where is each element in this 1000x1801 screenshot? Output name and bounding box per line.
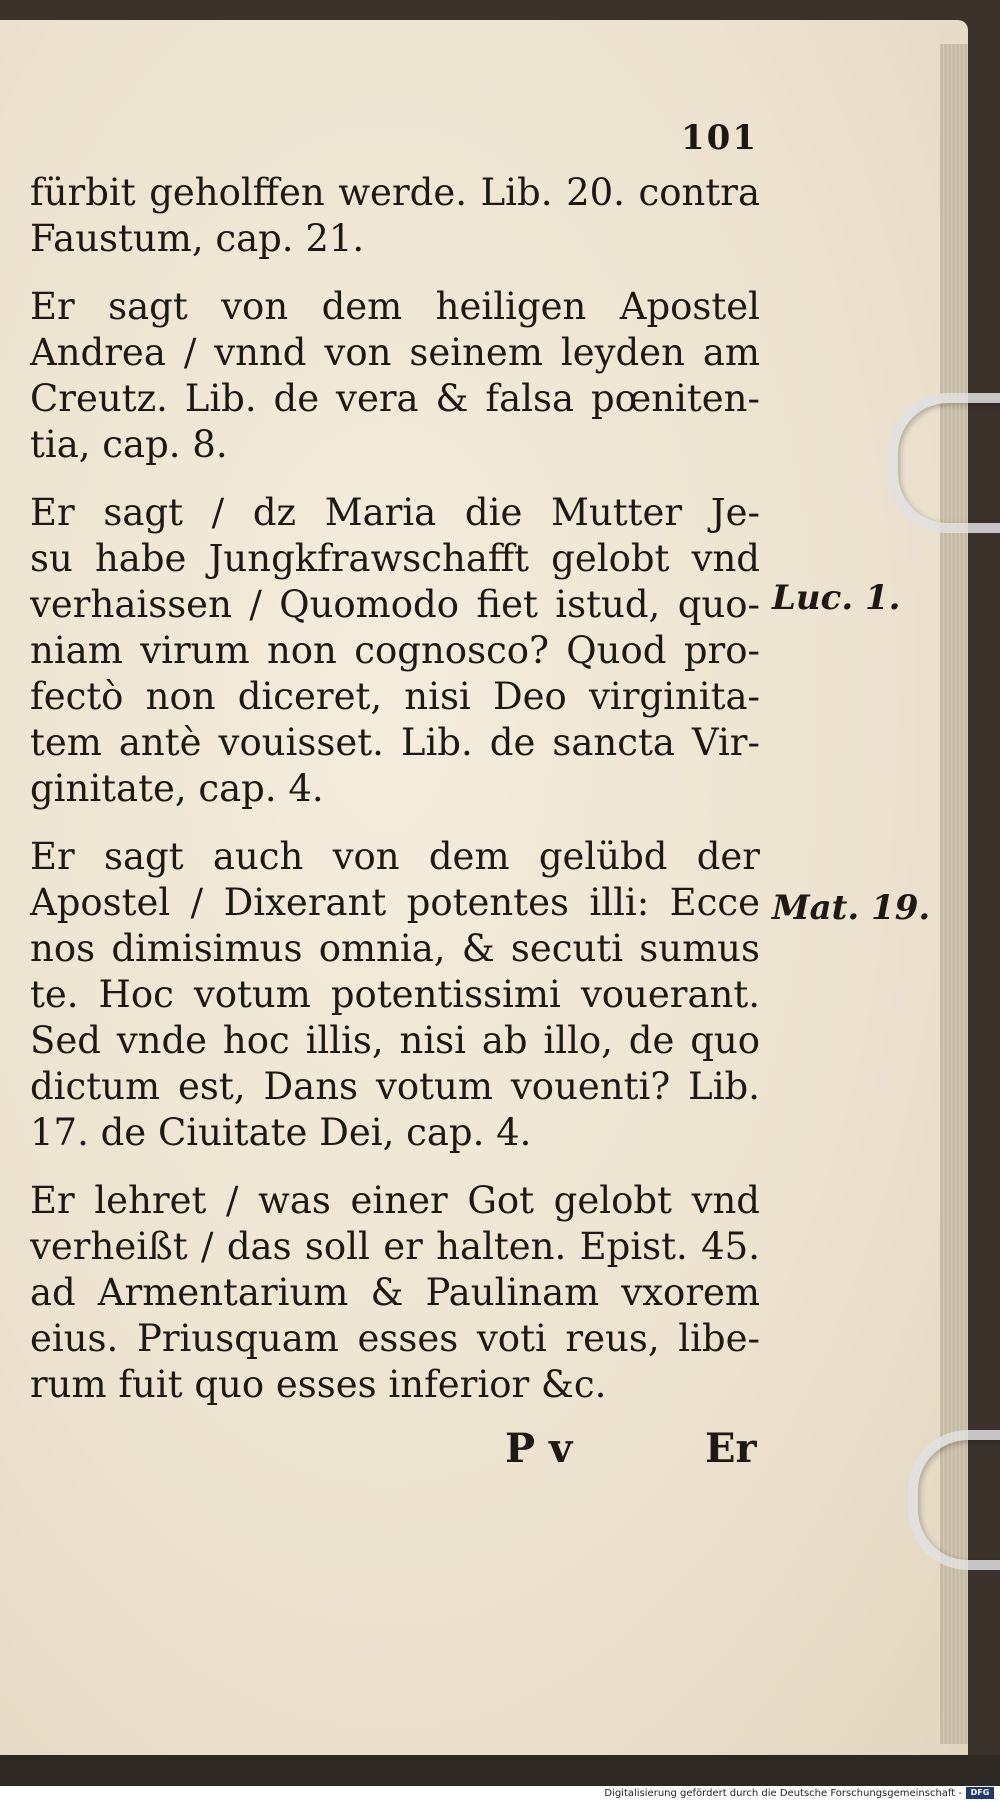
text-line: Sed vnde hoc illis, nisi ab illo, de quo <box>30 1019 760 1062</box>
text-line: eius. Priusquam esses voti reus, libe- <box>30 1317 760 1360</box>
text-line: fectò non diceret, nisi Deo virginita- <box>30 675 760 718</box>
text-line: Er lehret / was einer Got gelobt vnd <box>30 1179 760 1222</box>
text-line: verheißt / das soll er halten. Epist. 45. <box>30 1225 760 1268</box>
text-line: Er sagt / dz Maria die Mutter Je- <box>30 491 760 534</box>
page-number: 101 <box>681 118 758 158</box>
text-line: niam virum non cognosco? Quod pro- <box>30 629 760 672</box>
text-line: Creutz. Lib. de vera & falsa pœniten- <box>30 377 760 420</box>
text-line: Er sagt von dem heiligen Apostel <box>30 285 760 328</box>
paragraph-gap <box>30 468 760 490</box>
text-line: Faustum, cap. 21. <box>30 217 365 260</box>
digitization-credit: Digitalisierung gefördert durch die Deutsche Forschungsgemeinschaft - <box>0 1786 1000 1801</box>
text-line: su habe Jungkfrawschafft gelobt vnd <box>30 537 760 580</box>
text-line: nos dimisimus omnia, & secuti sumus <box>30 927 760 970</box>
text-line: fürbit geholffen werde. Lib. 20. contra <box>30 171 760 214</box>
paragraph-gap <box>30 1156 760 1178</box>
margin-note-matthew: Mat. 19. <box>772 888 931 928</box>
text-line: tem antè vouisset. Lib. de sancta Vir- <box>30 721 760 764</box>
text-line: Apostel / Dixerant potentes illi: Ecce <box>30 881 760 924</box>
text-line: ad Armentarium & Paulinam vxorem <box>30 1271 760 1314</box>
page-clip-top <box>888 393 1000 533</box>
text-line: tia, cap. 8. <box>30 423 228 466</box>
text-line: rum fuit quo esses inferior &c. <box>30 1363 607 1406</box>
text-line: te. Hoc votum potentissimi vouerant. <box>30 973 760 1016</box>
paragraph-gap <box>30 262 760 284</box>
paragraph-gap <box>30 812 760 834</box>
text-line: Andrea / vnnd von seinem leyden am <box>30 331 760 374</box>
text-line: dictum est, Dans votum vouenti? Lib. <box>30 1065 760 1108</box>
signature-mark: P v <box>505 1425 573 1472</box>
dfg-logo: DFG <box>966 1787 994 1799</box>
catchword: Er <box>705 1425 757 1472</box>
page-body <box>30 170 760 1408</box>
margin-note-luke: Luc. 1. <box>772 578 901 618</box>
text-line: verhaissen / Quomodo fiet istud, quo- <box>30 583 760 626</box>
text-line: 17. de Ciuitate Dei, cap. 4. <box>30 1111 532 1154</box>
page-clip-bottom <box>908 1430 1000 1570</box>
text-line: ginitate, cap. 4. <box>30 767 324 810</box>
text-line: Er sagt auch von dem gelübd der <box>30 835 760 878</box>
